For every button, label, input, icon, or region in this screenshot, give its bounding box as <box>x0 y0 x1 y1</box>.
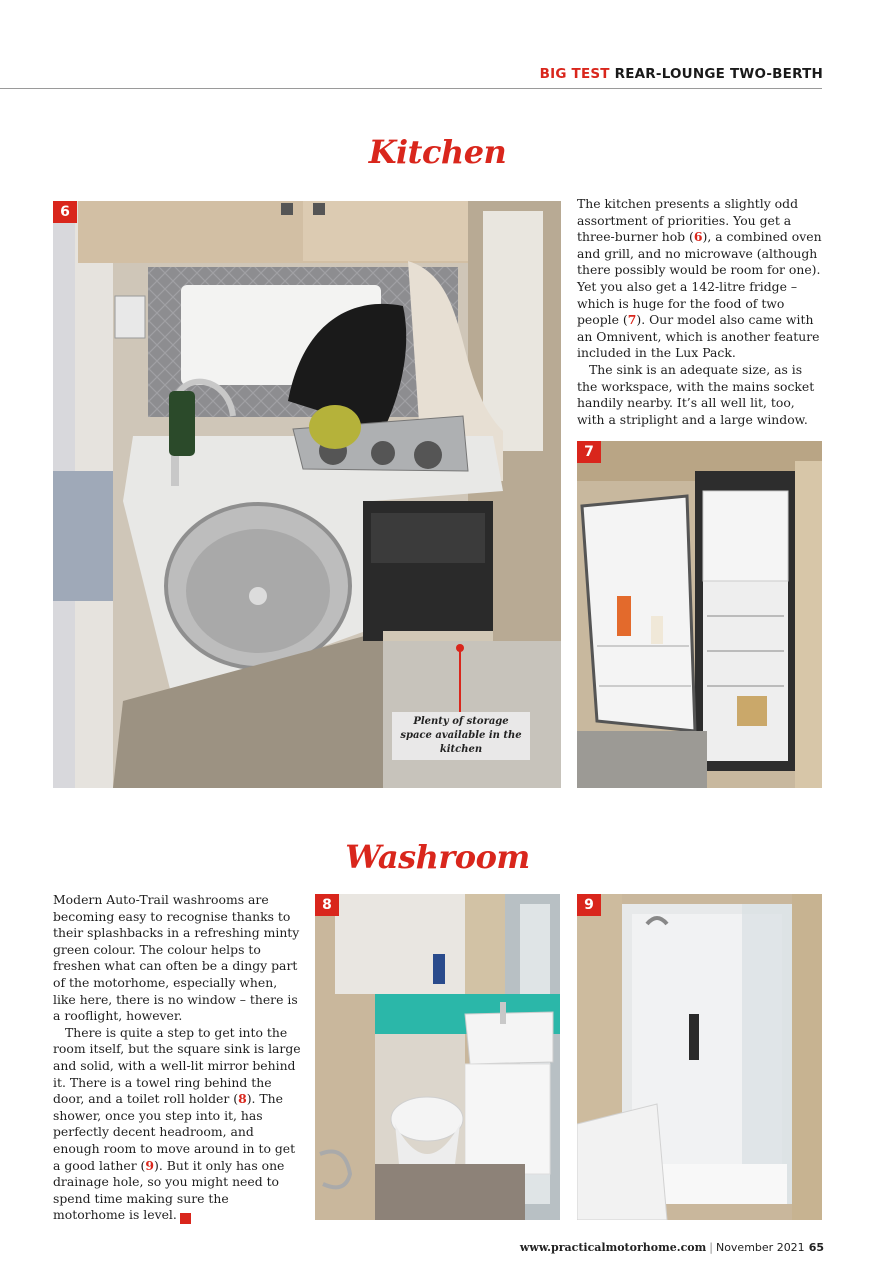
kitchen-paragraph <box>577 196 824 362</box>
header-section-label: BIG TEST <box>539 66 610 82</box>
footer-url: www.practicalmotorhome.com <box>519 1241 707 1254</box>
washroom-toilet-illustration <box>315 894 560 1220</box>
text-run: The kitchen presents a slightly odd assortment of priorities. You get a three-burner hob ( <box>577 196 798 245</box>
text-run: ). Our model also came with an Omnivent, which is another feature included in the Lux Pack. <box>577 312 820 361</box>
photo-number-badge: 7 <box>577 441 601 463</box>
header-divider <box>0 88 822 89</box>
photo-number-badge: 9 <box>577 894 601 916</box>
washroom-paragraph: Modern Auto-Trail washrooms are becoming easy to recognise thanks to their splashbacks in a refreshing minty green colour. The colour helps to freshen what can often be a dingy part of the motorhome, especially when, like here, there is no window – there is a rooflight, however. <box>53 892 300 1024</box>
washroom-body-text <box>53 892 301 1224</box>
fridge-photo-illustration <box>577 441 822 788</box>
kitchen-paragraph: The sink is an adequate size, as is the workspace, with the mains socket handily nearby. It’s all well lit, too, with a striplight and a large window. <box>577 361 815 427</box>
text-run: ), a combined oven and grill, and no microwave (although there possibly would be room for one). Yet you also get a 142-litre fridge – which is huge for the food of two people ( <box>577 229 822 328</box>
page-footer <box>520 1241 824 1254</box>
page-number: 65 <box>808 1241 824 1254</box>
footer-date: November 2021 <box>715 1241 805 1254</box>
text-run: ). But it only has one drainage hole, so you might need to spend time making sure the motorhome is level. <box>53 1157 285 1223</box>
kitchen-photo-illustration <box>53 201 561 788</box>
photo-number-badge: 6 <box>53 201 77 223</box>
shower-photo <box>577 894 822 1220</box>
text-run: There is quite a step to get into the room itself, but the square sink is large and solid, with a well-lit mirror behind it. There is a towel ring behind the door, and a toilet roll holder ( <box>53 1024 301 1107</box>
photo-reference: 6 <box>693 229 703 245</box>
caption-pointer-line <box>459 648 461 712</box>
photo-reference: 7 <box>627 312 637 328</box>
end-of-article-icon: ➜ <box>180 1213 191 1224</box>
photo-reference: 8 <box>238 1091 247 1107</box>
fridge-photo <box>577 441 822 788</box>
photo-number-badge: 8 <box>315 894 339 916</box>
photo-caption: Plenty of storage space available in the kitchen <box>392 712 530 760</box>
kitchen-body-text <box>577 196 824 428</box>
washroom-heading: Washroom <box>345 838 530 876</box>
kitchen-photo <box>53 201 561 788</box>
kitchen-heading: Kitchen <box>368 133 507 171</box>
photo-reference: 9 <box>145 1157 155 1173</box>
washroom-paragraph <box>53 1025 301 1225</box>
shower-illustration <box>577 894 822 1220</box>
washroom-toilet-photo <box>315 894 560 1220</box>
header-subject: REAR-LOUNGE TWO-BERTH <box>614 66 823 82</box>
running-header <box>540 66 823 82</box>
text-run: ). The shower, once you step into it, has perfectly decent headroom, and enough room to move around in to get a good lather ( <box>53 1091 296 1173</box>
footer-separator: | <box>709 1241 713 1254</box>
